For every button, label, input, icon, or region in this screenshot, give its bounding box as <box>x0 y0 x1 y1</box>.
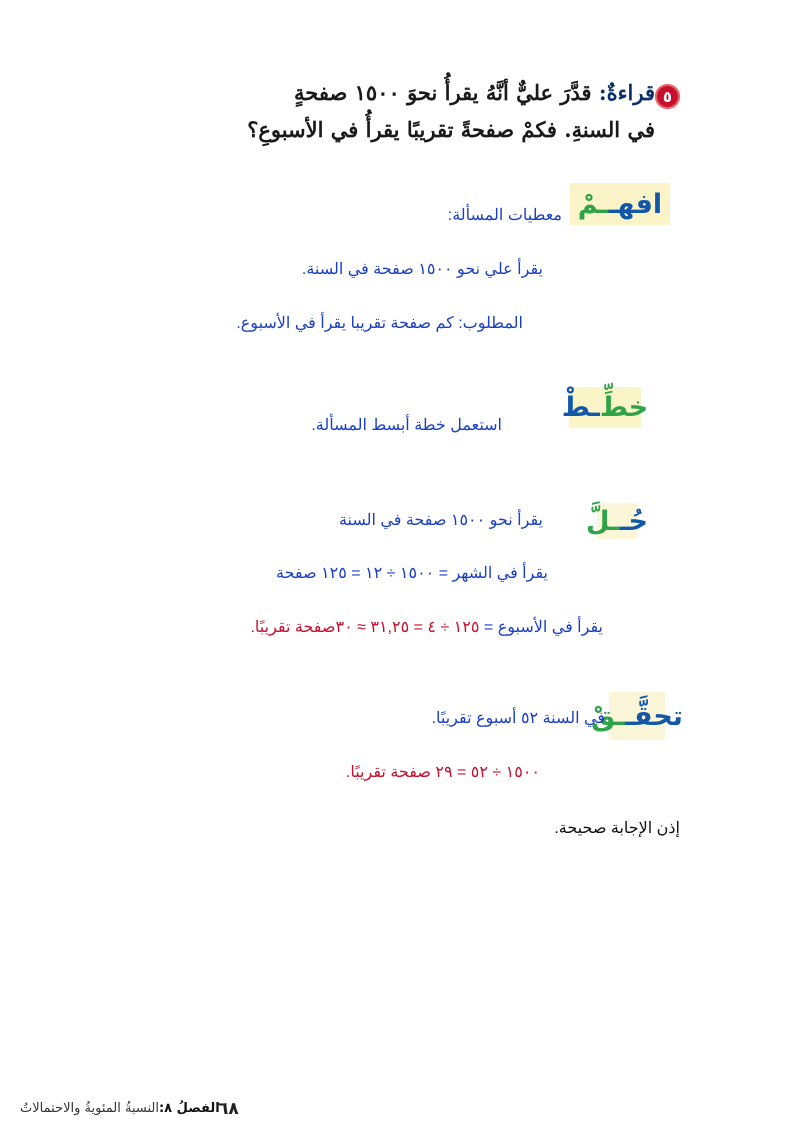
footer-chapter-title: النسبةُ المئويةُ والاحتمالاتُ <box>20 1101 159 1116</box>
plan-heading-main: خطِّ <box>599 392 649 423</box>
solve-line-1: يقرأ نحو ١٥٠٠ صفحة في السنة <box>338 512 543 529</box>
footer-chapter-label: الفصلُ ٨: <box>158 1101 220 1116</box>
check-line-2: ١٥٠٠ ÷ ٥٢ = ٢٩ صفحة تقريبًا. <box>345 764 540 781</box>
understand-heading <box>570 183 670 225</box>
problem-line-1 <box>294 80 655 105</box>
check-heading <box>591 692 683 740</box>
plan-heading <box>561 387 649 428</box>
solve-line-2: يقرأ في الشهر = ١٥٠٠ ÷ ١٢ = ١٢٥ صفحة <box>275 565 548 582</box>
plan-text: استعمل خطة أبسط المسألة. <box>311 417 502 434</box>
page-number: ٦٨ <box>218 1099 239 1119</box>
problem-number-badge: ٥ <box>655 84 680 109</box>
required-text: المطلوب: كم صفحة تقريبا يقرأ في الأسبوع. <box>236 315 523 332</box>
conclusion-text: إذن الإجابة صحيحة. <box>554 820 680 837</box>
footer-chapter <box>20 1101 220 1116</box>
problem-text-1: قدَّرَ عليٌّ أنَّهُ يقرأُ نحوَ ١٥٠٠ صفحةٍ <box>294 80 592 105</box>
solve-heading-main: حُـ <box>619 505 648 537</box>
problem-keyword: قراءةٌ: <box>598 80 655 105</box>
check-line-1: في السنة ٥٢ أسبوع تقريبًا. <box>431 710 605 727</box>
problem-line-2 <box>247 117 655 142</box>
problem-text-2: في السنةِ. فكمْ صفحةً تقريبًا يقرأُ في الأسبوعِ؟ <box>247 117 655 142</box>
solve-line-3-prefix: يقرأ في الأسبوع = <box>479 619 603 636</box>
check-heading-main: تحقَّـ <box>624 700 683 732</box>
check-heading-end: ـقْ <box>591 700 625 732</box>
understand-heading-end: ـمْ <box>577 188 609 220</box>
given-1: يقرأ علي نحو ١٥٠٠ صفحة في السنة. <box>301 261 543 278</box>
understand-heading-main: افهـ <box>608 188 663 220</box>
solve-heading-end: ـلَّ <box>585 505 620 537</box>
solve-line-3-math: ١٢٥ ÷ ٤ = ٣١,٢٥ ≈ ٣٠صفحة تقريبًا. <box>250 619 480 636</box>
plan-heading-end: ـطْ <box>561 392 600 423</box>
solve-heading <box>585 503 648 539</box>
givens-label: معطيات المسألة: <box>447 207 562 224</box>
solve-line-3 <box>250 617 603 637</box>
